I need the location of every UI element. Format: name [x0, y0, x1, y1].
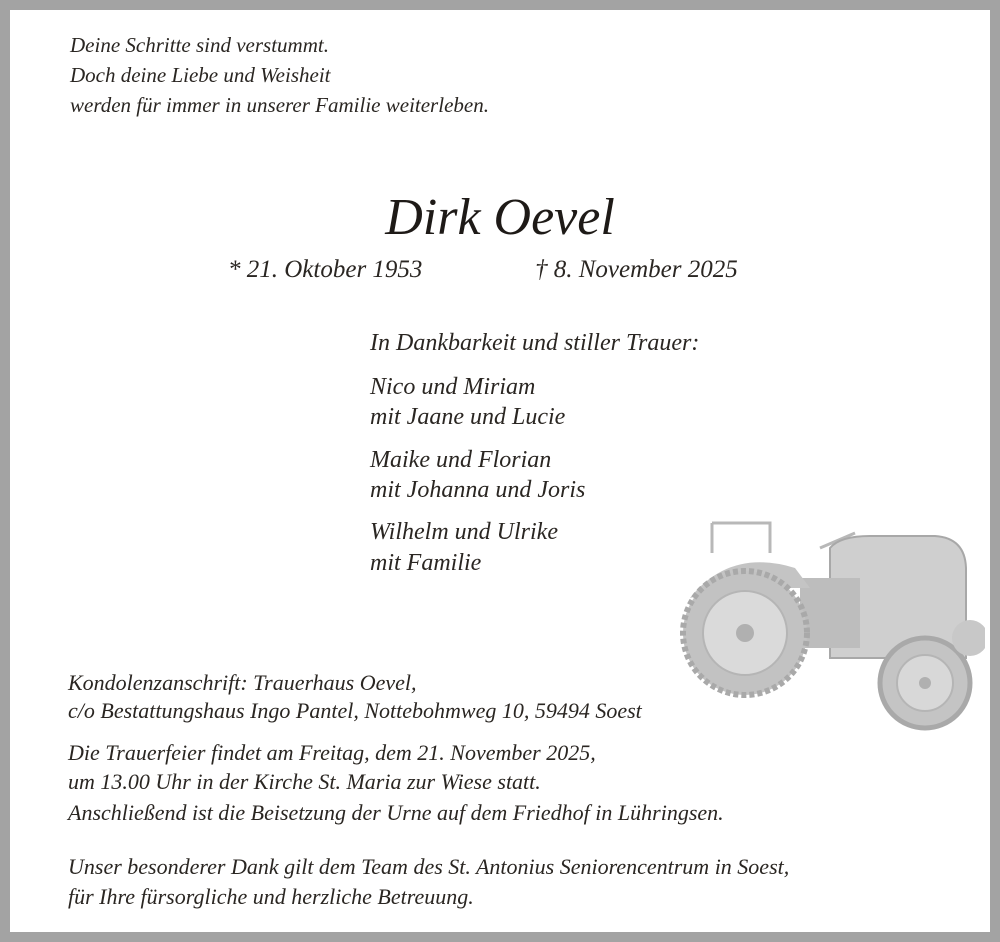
condolence-line: Kondolenzanschrift: Trauerhaus Oevel, [68, 670, 417, 695]
quote-line-2: Doch deine Liebe und Weisheit [70, 63, 331, 87]
tractor-image [670, 508, 985, 733]
condolence-line: c/o Bestattungshaus Ingo Pantel, Nottebohmweg 10, 59494 Soest [68, 698, 642, 723]
mourner-line: mit Familie [370, 550, 482, 576]
mourner-line: Maike und Florian [370, 447, 552, 473]
funeral-line: Die Trauerfeier findet am Freitag, dem 21. November 2025, [68, 740, 596, 765]
mourner-line: mit Johanna und Joris [370, 477, 586, 503]
mourner-line: Wilhelm und Ulrike [370, 519, 558, 545]
mourners-intro: In Dankbarkeit und stiller Trauer: [370, 330, 700, 356]
quote-line-3: werden für immer in unserer Familie weiterleben. [70, 93, 489, 117]
funeral-line: um 13.00 Uhr in der Kirche St. Maria zur Wiese statt. [68, 769, 541, 794]
funeral-line: Anschließend ist die Beisetzung der Urne auf dem Friedhof in Lühringsen. [68, 800, 724, 825]
birth-date: * 21. Oktober 1953 [228, 256, 423, 283]
quote-line-1: Deine Schritte sind verstummt. [70, 33, 329, 57]
thanks-line: für Ihre fürsorgliche und herzliche Betreuung. [68, 884, 474, 909]
deceased-name: Dirk Oevel [385, 189, 615, 246]
mourner-line: Nico und Miriam [370, 374, 536, 400]
death-date: † 8. November 2025 [535, 256, 738, 283]
thanks-line: Unser besonderer Dank gilt dem Team des St. Antonius Seniorencentrum in Soest, [68, 854, 790, 879]
obituary-card [10, 10, 990, 932]
mourner-line: mit Jaane und Lucie [370, 404, 566, 430]
